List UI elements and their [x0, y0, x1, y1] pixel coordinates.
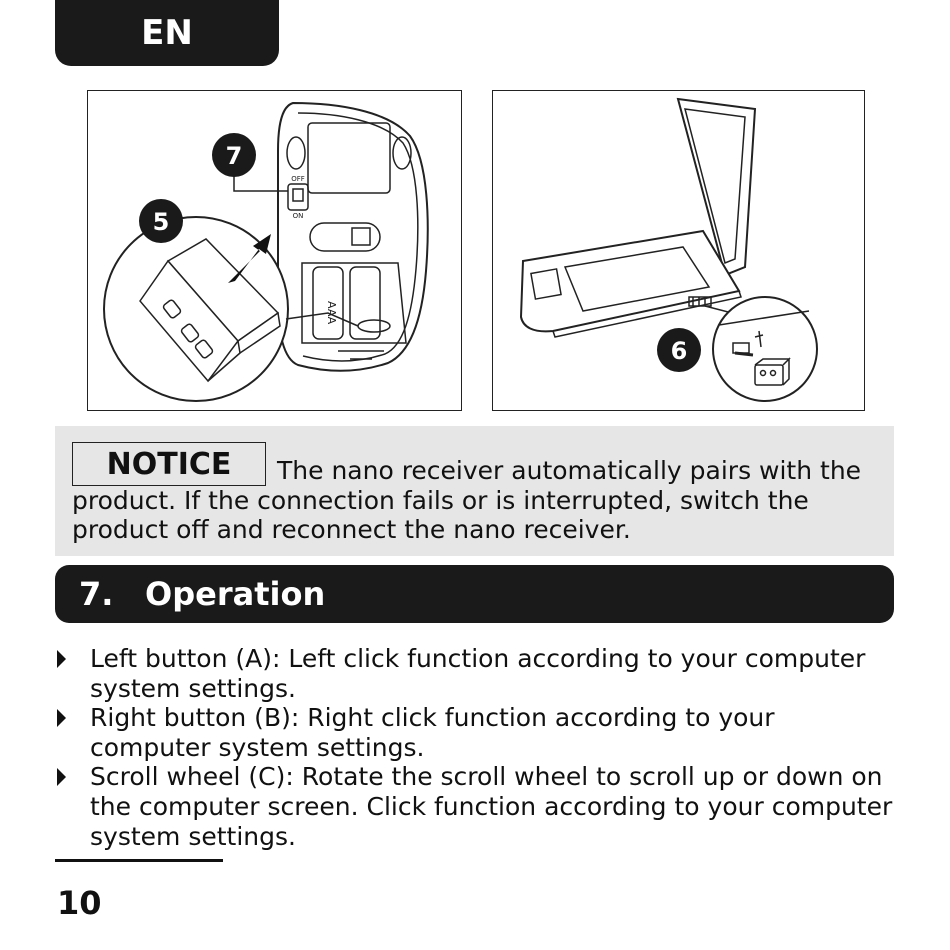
mouse-bottom-illustration	[87, 90, 462, 411]
switch-off-label: OFF	[291, 175, 305, 183]
language-tab	[55, 0, 279, 66]
bullet-icon	[57, 768, 67, 786]
section-title: Operation	[145, 575, 326, 613]
bullet-2-line-2: computer system settings.	[90, 733, 425, 762]
scanner-illustration	[492, 90, 865, 411]
footer-divider	[55, 859, 223, 862]
section-heading	[55, 565, 894, 623]
bullet-1-line-2: system settings.	[90, 674, 296, 703]
language-label: EN	[141, 13, 193, 53]
bullet-3-line-3: system settings.	[90, 822, 296, 851]
bullet-icon	[57, 650, 67, 668]
notice-label: NOTICE	[72, 442, 266, 486]
bullet-1-line-1: Left button (A): Left click function according to your computer	[90, 644, 866, 673]
bullet-3-line-1: Scroll wheel (C): Rotate the scroll wheel to scroll up or down on	[90, 762, 883, 791]
callout-6: 6	[670, 337, 688, 365]
callout-7: 7	[225, 142, 243, 170]
page-number: 10	[57, 884, 102, 922]
battery-label: AAA	[325, 301, 338, 325]
notice-text-line-3: product off and reconnect the nano receiver.	[72, 515, 631, 544]
bullet-2-line-1: Right button (B): Right click function according to your	[90, 703, 775, 732]
notice-text-line-2: product. If the connection fails or is interrupted, switch the	[72, 486, 809, 515]
bullet-icon	[57, 709, 67, 727]
callout-5: 5	[152, 208, 170, 236]
bullet-3-line-2: the computer screen. Click function according to your computer	[90, 792, 893, 821]
section-number: 7.	[79, 575, 114, 613]
notice-text-line-1: The nano receiver automatically pairs with the	[277, 456, 862, 485]
switch-on-label: ON	[292, 212, 304, 220]
